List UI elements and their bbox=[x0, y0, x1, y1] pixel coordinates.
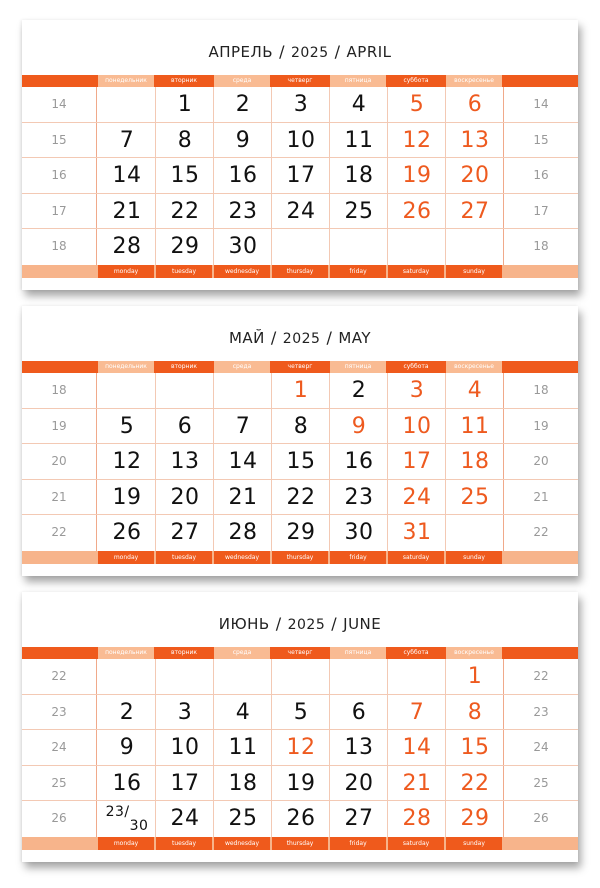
day-cell: 24 bbox=[170, 806, 200, 832]
day-cell: 27 bbox=[344, 806, 374, 832]
day-cell: 23 bbox=[228, 198, 258, 224]
day-cell: 2 bbox=[351, 378, 367, 403]
weekday-label-ru: четверг bbox=[287, 77, 313, 84]
day-cell: 9 bbox=[351, 413, 367, 439]
weekday-label-en: tuesday bbox=[156, 265, 212, 278]
weekday-label-ru: воскресенье bbox=[446, 361, 502, 373]
weekday-label-en: saturday bbox=[388, 551, 444, 564]
day-cell: 31 bbox=[402, 520, 432, 546]
weekday-label-ru: среда bbox=[214, 75, 270, 87]
week-number: 16 bbox=[533, 168, 549, 183]
day-cell: 20 bbox=[344, 770, 374, 796]
weekday-label-en: friday bbox=[330, 551, 386, 564]
day-cell bbox=[98, 87, 156, 122]
day-cell: 2 bbox=[235, 92, 251, 117]
day-cell: 27 bbox=[460, 198, 490, 224]
day-cell bbox=[446, 515, 504, 551]
weekday-label-en: sunday bbox=[446, 265, 502, 278]
weekday-label-en: tuesday bbox=[156, 837, 212, 850]
days-grid bbox=[22, 87, 578, 265]
day-cell: 8 bbox=[467, 699, 483, 725]
day-cell bbox=[98, 801, 156, 837]
day-cell: 10 bbox=[402, 413, 432, 439]
weekday-label-en: sunday bbox=[446, 837, 502, 850]
week-row bbox=[22, 194, 578, 230]
week-number: 18 bbox=[51, 383, 67, 397]
day-cell: 6 bbox=[467, 92, 483, 117]
weekday-label-ru: вторник bbox=[171, 649, 197, 656]
weekday-label-ru: пятница bbox=[330, 647, 386, 659]
weekday-header-ru bbox=[22, 647, 578, 659]
weekday-label-ru: воскресенье bbox=[446, 647, 502, 659]
day-cell: 16 bbox=[112, 770, 142, 796]
week-number: 22 bbox=[533, 525, 549, 540]
days-grid bbox=[22, 659, 578, 837]
day-cell: 17 bbox=[170, 770, 200, 796]
day-cell: 5 bbox=[293, 699, 309, 725]
week-number: 22 bbox=[533, 669, 549, 683]
day-cell: 26 bbox=[112, 520, 142, 546]
week-number: 19 bbox=[533, 418, 549, 433]
week-number: 23 bbox=[51, 704, 67, 719]
week-number: 22 bbox=[51, 525, 67, 540]
day-cell: 24 bbox=[402, 484, 432, 510]
weekday-label-ru: понедельник bbox=[98, 75, 154, 87]
weekday-label-ru: среда bbox=[214, 647, 270, 659]
day-cell bbox=[330, 659, 388, 694]
day-cell: 8 bbox=[177, 127, 193, 153]
day-cell: 22 bbox=[170, 198, 200, 224]
day-cell bbox=[214, 659, 272, 694]
weekday-label-ru: суббота bbox=[403, 649, 429, 656]
weekday-label-en: thursday bbox=[272, 265, 328, 278]
day-cell bbox=[388, 229, 446, 265]
day-cell: 12 bbox=[286, 735, 316, 761]
weekday-header-ru bbox=[22, 361, 578, 373]
week-number: 17 bbox=[51, 203, 67, 218]
weekday-label-en: wednesday bbox=[214, 837, 270, 850]
week-row bbox=[22, 695, 578, 731]
day-cell: 21 bbox=[228, 484, 258, 510]
week-row bbox=[22, 87, 578, 123]
day-cell: 12 bbox=[112, 449, 142, 475]
weekday-label-en: saturday bbox=[388, 837, 444, 850]
day-cell: 10 bbox=[286, 127, 316, 153]
day-cell: 13 bbox=[460, 127, 490, 153]
week-row bbox=[22, 659, 578, 695]
week-row bbox=[22, 730, 578, 766]
day-cell: 7 bbox=[119, 127, 135, 153]
month-title bbox=[22, 614, 578, 638]
day-cell bbox=[156, 659, 214, 694]
day-cell: 10 bbox=[170, 735, 200, 761]
title-separator: / bbox=[279, 42, 285, 61]
week-number: 25 bbox=[533, 775, 549, 790]
day-cell: 4 bbox=[235, 699, 251, 725]
weekday-label-ru: пятница bbox=[330, 75, 386, 87]
day-cell bbox=[98, 659, 156, 694]
title-separator: / bbox=[331, 614, 338, 633]
day-cell: 14 bbox=[112, 163, 142, 189]
day-cell: 29 bbox=[170, 234, 200, 260]
day-cell: 1 bbox=[293, 378, 309, 403]
day-cell bbox=[272, 229, 330, 265]
weekday-label-en: monday bbox=[98, 265, 154, 278]
day-cell: 18 bbox=[228, 770, 258, 796]
weekday-footer-en bbox=[22, 837, 578, 850]
day-number: 30 bbox=[129, 818, 149, 835]
day-cell: 1 bbox=[467, 664, 483, 689]
weekday-label-ru: четверг bbox=[287, 649, 313, 656]
week-row bbox=[22, 480, 578, 516]
day-cell: 20 bbox=[170, 484, 200, 510]
week-number: 22 bbox=[51, 669, 67, 683]
month-block bbox=[22, 592, 578, 862]
day-cell: 17 bbox=[286, 163, 316, 189]
weekday-label-en: tuesday bbox=[156, 551, 212, 564]
month-year: 2025 bbox=[290, 45, 329, 61]
day-cell: 5 bbox=[119, 413, 135, 439]
week-number: 23 bbox=[533, 704, 549, 719]
day-cell: 4 bbox=[351, 92, 367, 117]
day-cell: 16 bbox=[344, 449, 374, 475]
month-block bbox=[22, 306, 578, 576]
week-number: 15 bbox=[533, 132, 549, 147]
week-row bbox=[22, 373, 578, 409]
day-cell: 14 bbox=[228, 449, 258, 475]
week-number: 14 bbox=[533, 97, 549, 111]
day-cell bbox=[388, 659, 446, 694]
month-year: 2025 bbox=[282, 331, 321, 347]
day-cell: 20 bbox=[460, 163, 490, 189]
month-year: 2025 bbox=[287, 617, 326, 633]
week-row bbox=[22, 229, 578, 265]
title-separator: / bbox=[270, 328, 277, 347]
weekday-label-ru: суббота bbox=[403, 77, 429, 84]
weekday-label-en: friday bbox=[330, 837, 386, 850]
week-number: 20 bbox=[533, 454, 549, 469]
weekday-label-en: saturday bbox=[388, 265, 444, 278]
day-cell: 22 bbox=[286, 484, 316, 510]
week-number: 16 bbox=[51, 168, 67, 183]
week-number: 24 bbox=[533, 740, 549, 755]
day-cell bbox=[272, 659, 330, 694]
month-title bbox=[22, 328, 578, 352]
week-number: 14 bbox=[51, 97, 67, 111]
day-separator: / bbox=[124, 804, 130, 821]
day-cell: 15 bbox=[286, 449, 316, 475]
week-number: 19 bbox=[51, 418, 67, 433]
day-cell: 25 bbox=[344, 198, 374, 224]
day-cell: 30 bbox=[228, 234, 258, 260]
week-number: 17 bbox=[533, 203, 549, 218]
day-cell: 28 bbox=[402, 806, 432, 832]
day-number: 23 bbox=[105, 804, 125, 821]
month-name-ru: АПРЕЛЬ bbox=[208, 43, 274, 61]
day-cell: 26 bbox=[286, 806, 316, 832]
month-name-ru: ИЮНЬ bbox=[218, 615, 270, 633]
weekday-label-ru: вторник bbox=[171, 77, 197, 84]
day-cell bbox=[330, 229, 388, 265]
day-cell: 27 bbox=[170, 520, 200, 546]
month-title bbox=[22, 42, 578, 66]
day-cell: 17 bbox=[402, 449, 432, 475]
week-number: 21 bbox=[51, 489, 67, 504]
day-cell: 25 bbox=[460, 484, 490, 510]
day-cell: 21 bbox=[112, 198, 142, 224]
day-cell bbox=[98, 373, 156, 408]
weekday-footer-en bbox=[22, 265, 578, 278]
weekday-label-ru: среда bbox=[214, 361, 270, 373]
day-cell: 23 bbox=[344, 484, 374, 510]
week-row bbox=[22, 409, 578, 445]
day-cell: 30 bbox=[344, 520, 374, 546]
month-name-ru: МАЙ bbox=[228, 329, 265, 347]
week-number: 15 bbox=[51, 132, 67, 147]
day-cell: 9 bbox=[119, 735, 135, 761]
day-cell: 26 bbox=[402, 198, 432, 224]
day-cell: 7 bbox=[235, 413, 251, 439]
day-cell: 14 bbox=[402, 735, 432, 761]
week-row bbox=[22, 158, 578, 194]
month-name-en: APRIL bbox=[346, 43, 392, 61]
title-separator: / bbox=[275, 614, 282, 633]
week-row bbox=[22, 801, 578, 837]
weekday-label-en: monday bbox=[98, 837, 154, 850]
weekday-label-ru: понедельник bbox=[98, 647, 154, 659]
weekday-label-en: thursday bbox=[272, 551, 328, 564]
week-row bbox=[22, 515, 578, 551]
days-grid bbox=[22, 373, 578, 551]
weekday-label-ru: четверг bbox=[287, 363, 313, 370]
day-cell: 4 bbox=[467, 378, 483, 403]
day-cell: 15 bbox=[170, 163, 200, 189]
weekday-label-ru: суббота bbox=[403, 363, 429, 370]
day-cell: 18 bbox=[460, 449, 490, 475]
weekday-header-ru bbox=[22, 75, 578, 87]
weekday-label-en: wednesday bbox=[214, 265, 270, 278]
day-cell: 6 bbox=[177, 413, 193, 439]
day-cell bbox=[214, 373, 272, 408]
day-cell: 11 bbox=[460, 413, 490, 439]
day-cell: 9 bbox=[235, 127, 251, 153]
day-cell: 1 bbox=[177, 92, 193, 117]
day-cell: 11 bbox=[228, 735, 258, 761]
day-cell: 19 bbox=[112, 484, 142, 510]
week-number: 26 bbox=[51, 811, 67, 826]
day-cell: 28 bbox=[228, 520, 258, 546]
month-name-en: MAY bbox=[338, 329, 372, 347]
weekday-label-en: thursday bbox=[272, 837, 328, 850]
week-row bbox=[22, 123, 578, 159]
day-cell: 8 bbox=[293, 413, 309, 439]
day-cell: 22 bbox=[460, 770, 490, 796]
day-cell: 29 bbox=[460, 806, 490, 832]
weekday-label-ru: пятница bbox=[330, 361, 386, 373]
title-separator: / bbox=[334, 42, 341, 61]
week-row bbox=[22, 766, 578, 802]
day-cell: 16 bbox=[228, 163, 258, 189]
week-number: 24 bbox=[51, 740, 67, 755]
week-number: 18 bbox=[51, 239, 67, 254]
day-cell: 3 bbox=[293, 92, 309, 117]
week-number: 21 bbox=[533, 489, 549, 504]
day-cell: 3 bbox=[177, 699, 193, 725]
week-number: 18 bbox=[533, 383, 549, 397]
week-number: 25 bbox=[51, 775, 67, 790]
weekday-label-en: wednesday bbox=[214, 551, 270, 564]
day-cell: 19 bbox=[286, 770, 316, 796]
week-number: 26 bbox=[533, 811, 549, 826]
weekday-label-ru: воскресенье bbox=[446, 75, 502, 87]
month-block bbox=[22, 20, 578, 290]
day-cell: 6 bbox=[351, 699, 367, 725]
day-cell bbox=[446, 229, 504, 265]
day-cell bbox=[156, 373, 214, 408]
weekday-label-en: monday bbox=[98, 551, 154, 564]
day-cell: 24 bbox=[286, 198, 316, 224]
day-cell: 5 bbox=[409, 92, 425, 117]
day-cell: 3 bbox=[409, 378, 425, 403]
week-row bbox=[22, 444, 578, 480]
month-name-en: JUNE bbox=[343, 615, 382, 633]
day-cell: 15 bbox=[460, 735, 490, 761]
title-separator: / bbox=[326, 328, 333, 347]
week-number: 20 bbox=[51, 454, 67, 469]
day-cell: 13 bbox=[170, 449, 200, 475]
day-cell: 18 bbox=[344, 163, 374, 189]
weekday-label-en: friday bbox=[330, 265, 386, 278]
day-cell: 28 bbox=[112, 234, 142, 260]
day-cell: 21 bbox=[402, 770, 432, 796]
day-cell: 19 bbox=[402, 163, 432, 189]
week-number: 18 bbox=[533, 239, 549, 254]
day-cell: 25 bbox=[228, 806, 258, 832]
day-cell: 11 bbox=[344, 127, 374, 153]
weekday-label-ru: понедельник bbox=[98, 361, 154, 373]
weekday-footer-en bbox=[22, 551, 578, 564]
day-cell: 13 bbox=[344, 735, 374, 761]
weekday-label-en: sunday bbox=[446, 551, 502, 564]
day-cell: 2 bbox=[119, 699, 135, 725]
day-cell: 12 bbox=[402, 127, 432, 153]
day-cell: 29 bbox=[286, 520, 316, 546]
weekday-label-ru: вторник bbox=[171, 363, 197, 370]
day-cell: 7 bbox=[409, 699, 425, 725]
